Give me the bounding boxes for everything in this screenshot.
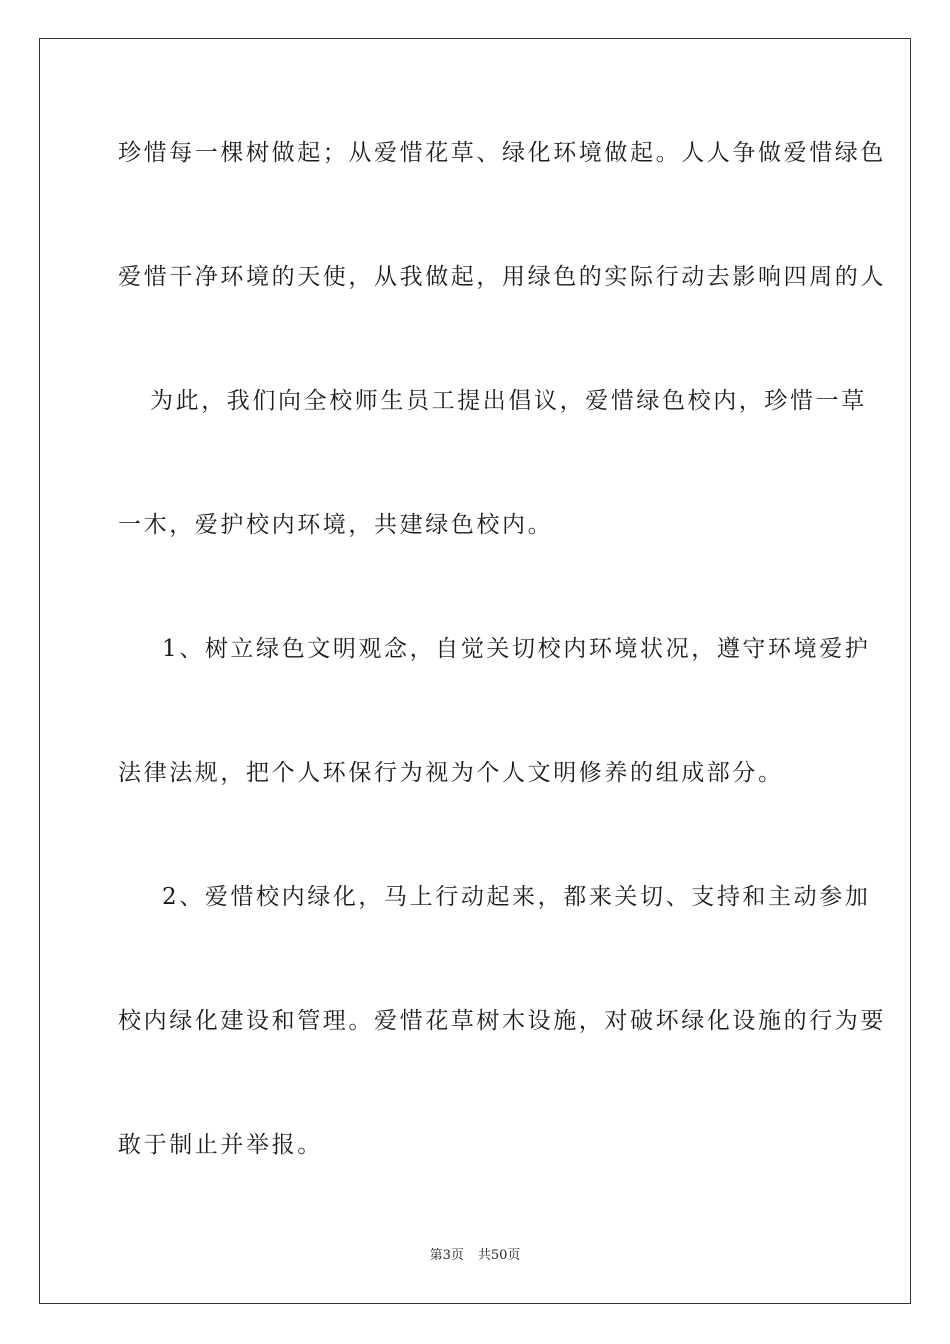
page-footer [0,1247,950,1265]
text-line-7: 2、爱惜校内绿化，马上行动起来，都来关切、支持和主动参加 [162,884,871,910]
text-line-4: 一木，爱护校内环境，共建绿色校内。 [118,512,554,538]
total-pages-label: 共50页 [477,1248,521,1263]
text-line-5: 1、树立绿色文明观念，自觉关切校内环境状况，遵守环境爱护 [162,636,871,662]
text-line-2: 爱惜干净环境的天使，从我做起，用绿色的实际行动去影响四周的人 [118,264,886,290]
text-line-6: 法律法规，把个人环保行为视为个人文明修养的组成部分。 [118,760,784,786]
page-border [39,38,911,1304]
text-line-8: 校内绿化建设和管理。爱惜花草树木设施，对破坏绿化设施的行为要 [118,1008,886,1034]
text-line-9: 敢于制止并举报。 [118,1132,323,1158]
text-line-3: 为此，我们向全校师生员工提出倡议，爱惜绿色校内，珍惜一草 [150,388,867,414]
text-line-1: 珍惜每一棵树做起；从爱惜花草、绿化环境做起。人人争做爱惜绿色 [118,140,886,166]
current-page-label: 第3页 [429,1248,464,1263]
